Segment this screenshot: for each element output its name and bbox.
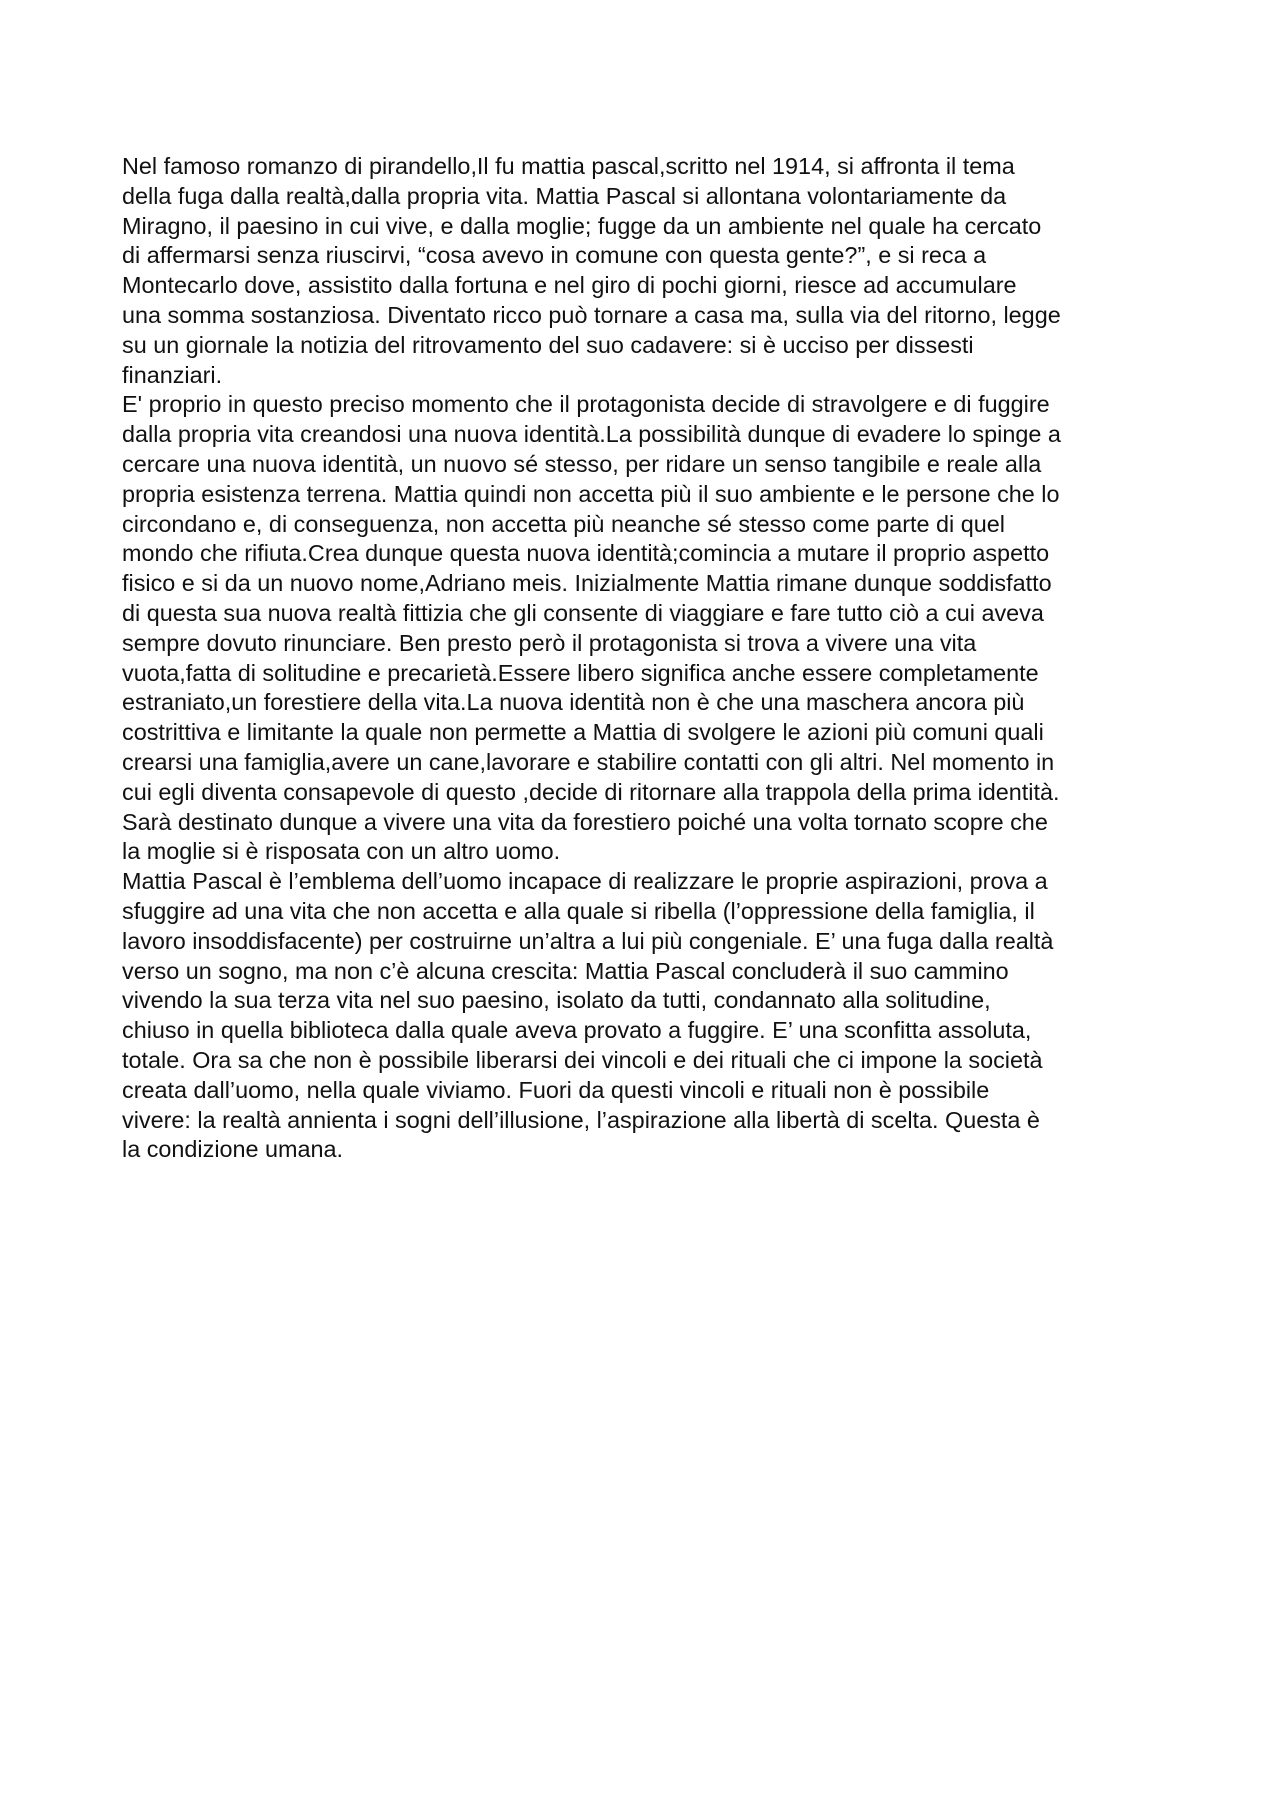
text-line: verso un sogno, ma non c’è alcuna crescita: Mattia Pascal concluderà il suo cammino bbox=[122, 957, 1009, 984]
text-line: circondano e, di conseguenza, non accetta più neanche sé stesso come parte di quel bbox=[122, 510, 1005, 537]
text-line: Miragno, il paesino in cui vive, e dalla moglie; fugge da un ambiente nel quale ha cercato bbox=[122, 212, 1042, 239]
text-line: estraniato,un forestiere della vita.La nuova identità non è che una maschera ancora più bbox=[122, 689, 1025, 716]
text-line: sempre dovuto rinunciare. Ben presto però il protagonista si trova a vivere una vita bbox=[122, 629, 977, 656]
text-line: vuota,fatta di solitudine e precarietà.Essere libero significa anche essere completamente bbox=[122, 659, 1039, 686]
text-line: cercare una nuova identità, un nuovo sé stesso, per ridare un senso tangibile e reale alla bbox=[122, 450, 1042, 477]
text-line: sfuggire ad una vita che non accetta e alla quale si ribella (l’oppressione della famiglia, il bbox=[122, 897, 1035, 924]
essay-text bbox=[122, 152, 1182, 1165]
text-line: di affermarsi senza riuscirvi, “cosa avevo in comune con questa gente?”, e si reca a bbox=[122, 242, 987, 269]
text-line: propria esistenza terrena. Mattia quindi non accetta più il suo ambiente e le persone che lo bbox=[122, 480, 1060, 507]
text-line: chiuso in quella biblioteca dalla quale aveva provato a fuggire. E’ una sconfitta assoluta, bbox=[122, 1017, 1032, 1044]
text-line: creata dall’uomo, nella quale viviamo. Fuori da questi vincoli e rituali non è possibile bbox=[122, 1076, 990, 1103]
text-line: vivendo la sua terza vita nel suo paesino, isolato da tutti, condannato alla solitudine, bbox=[122, 987, 991, 1014]
text-line: Sarà destinato dunque a vivere una vita da forestiero poiché una volta tornato scopre che bbox=[122, 808, 1048, 835]
text-line: la moglie si è risposata con un altro uomo. bbox=[122, 838, 561, 865]
text-line: finanziari. bbox=[122, 361, 223, 388]
text-line: la condizione umana. bbox=[122, 1136, 344, 1163]
text-line: della fuga dalla realtà,dalla propria vita. Mattia Pascal si allontana volontariamente da bbox=[122, 182, 1007, 209]
text-line: mondo che rifiuta.Crea dunque questa nuova identità;comincia a mutare il proprio aspetto bbox=[122, 540, 1050, 567]
text-line: lavoro insoddisfacente) per costruirne un’altra a lui più congeniale. E’ una fuga dalla realtà bbox=[122, 927, 1054, 954]
text-line: Mattia Pascal è l’emblema dell’uomo incapace di realizzare le proprie aspirazioni, prova a bbox=[122, 868, 1048, 895]
text-line: crearsi una famiglia,avere un cane,lavorare e stabilire contatti con gli altri. Nel momento in bbox=[122, 748, 1055, 775]
text-line: E' proprio in questo preciso momento che il protagonista decide di stravolgere e di fuggire bbox=[122, 391, 1050, 418]
text-line: totale. Ora sa che non è possibile liberarsi dei vincoli e dei rituali che ci impone la società bbox=[122, 1046, 1043, 1073]
text-line: Nel famoso romanzo di pirandello,Il fu mattia pascal,scritto nel 1914, si affronta il tema bbox=[122, 153, 1015, 179]
text-line: cui egli diventa consapevole di questo ,decide di ritornare alla trappola della prima identità. bbox=[122, 778, 1060, 805]
text-line: vivere: la realtà annienta i sogni dell’illusione, l’aspirazione alla libertà di scelta. Questa è bbox=[122, 1106, 1040, 1133]
text-line: su un giornale la notizia del ritrovamento del suo cadavere: si è ucciso per dissesti bbox=[122, 331, 974, 358]
text-line: una somma sostanziosa. Diventato ricco può tornare a casa ma, sulla via del ritorno, legge bbox=[122, 301, 1061, 328]
text-line: dalla propria vita creandosi una nuova identità.La possibilità dunque di evadere lo spinge a bbox=[122, 421, 1061, 448]
text-line: fisico e si da un nuovo nome,Adriano meis. Inizialmente Mattia rimane dunque soddisfatto bbox=[122, 570, 1052, 597]
text-line: di questa sua nuova realtà fittizia che gli consente di viaggiare e fare tutto ciò a cui aveva bbox=[122, 599, 1044, 626]
text-line: Montecarlo dove, assistito dalla fortuna e nel giro di pochi giorni, riesce ad accumulare bbox=[122, 272, 1017, 299]
text-line: costrittiva e limitante la quale non permette a Mattia di svolgere le azioni più comuni quali bbox=[122, 719, 1044, 746]
